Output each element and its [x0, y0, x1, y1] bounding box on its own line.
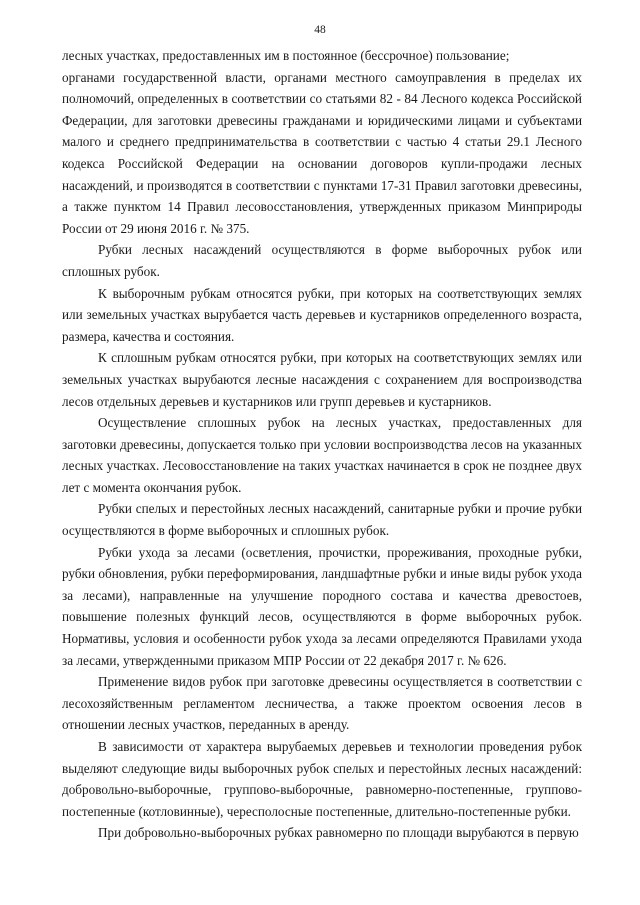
- paragraph-8: Рубки ухода за лесами (осветления, прочистки, прореживания, проходные рубки, рубки обновления, рубки переформирования, ландшафтные рубки и иные виды рубок ухода за лесами), направленные на улучшение породного состава и качества древостоев, повышение полезных функций лесов, осуществляются в форме выборочных рубок. Нормативы, условия и особенности рубок ухода за лесами определяются Правилами ухода за лесами, утвержденными приказом МПР России от 22 декабря 2017 г. № 626.: [62, 544, 582, 668]
- paragraph-7: Рубки спелых и перестойных лесных насаждений, санитарные рубки и прочие рубки осуществляются в форме выборочных и сплошных рубок.: [62, 501, 582, 539]
- document-body: [62, 45, 582, 844]
- paragraph-9: Применение видов рубок при заготовке древесины осуществляется в соответствии с лесохозяйственным регламентом лесничества, а также проектом освоения лесов в отношении лесных участков, переданных в аренду.: [62, 674, 582, 733]
- paragraph-1: лесных участках, предоставленных им в постоянное (бессрочное) пользование;: [62, 48, 510, 63]
- paragraph-3: Рубки лесных насаждений осуществляются в форме выборочных рубок или сплошных рубок.: [62, 242, 582, 279]
- page-number: 48: [314, 24, 326, 36]
- paragraph-6: Осуществление сплошных рубок на лесных участках, предоставленных для заготовки древесины, допускается только при условии воспроизводства лесов на указанных лесных участках. Лесовосстановление на таких участках начинается в срок не позднее двух лет с момента окончания рубок.: [62, 415, 582, 495]
- paragraph-2: органами государственной власти, органами местного самоуправления в пределах их полномочий, определенных в соответствии со статьями 82 - 84 Лесного кодекса Российской Федерации, для заготовки древесины гражданами и юридическими лицами и субъектами малого и среднего предпринимательства в соответствии с частью 4 статьи 29.1 Лесного кодекса Российской Федерации на основании договоров купли-продажи лесных насаждений, и производятся в соответствии с пунктами 17-31 Правил заготовки древесины, а также пунктом 14 Правил лесовосстановления, утвержденных приказом Минприроды России от 29 июня 2016 г. № 375.: [62, 69, 582, 236]
- paragraph-5: К сплошным рубкам относятся рубки, при которых на соответствующих землях или земельных участках вырубаются лесные насаждения с сохранением для воспроизводства лесов отдельных деревьев и кустарников или групп деревьев и кустарников.: [62, 350, 582, 409]
- paragraph-10: В зависимости от характера вырубаемых деревьев и технологии проведения рубок выделяют следующие виды выборочных рубок спелых и перестойных лесных насаждений: добровольно-выборочные, группово-выборочные, равномерно-постепенные, группово-постепенные (котловинные), чересполосные постепенные, длительно-постепенные рубки.: [62, 739, 582, 819]
- paragraph-11: При добровольно-выборочных рубках равномерно по площади вырубаются в первую: [98, 825, 579, 841]
- paragraph-4: К выборочным рубкам относятся рубки, при которых на соответствующих землях или земельных участках вырубается часть деревьев и кустарников определенного возраста, размера, качества и состояния.: [62, 285, 582, 344]
